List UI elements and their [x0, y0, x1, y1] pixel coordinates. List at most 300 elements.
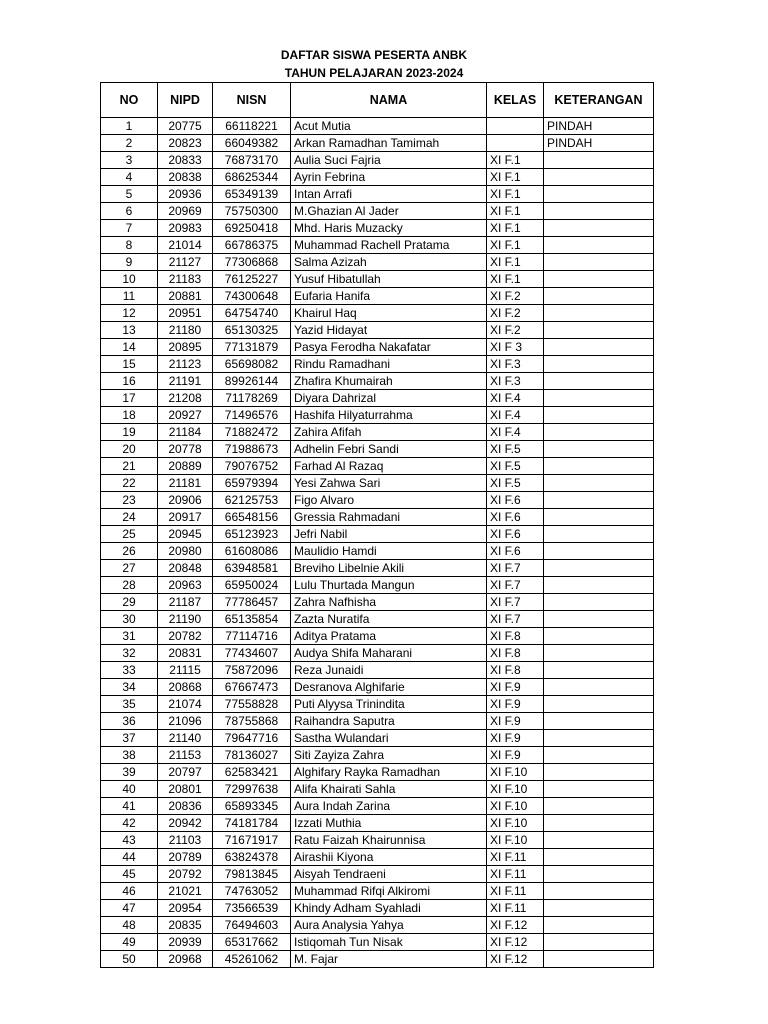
cell-no: 17 [101, 390, 158, 407]
cell-kelas: XI F.1 [487, 186, 544, 203]
table-row [101, 288, 654, 305]
cell-nipd: 20789 [158, 849, 213, 866]
cell-keterangan [544, 475, 654, 492]
cell-nipd: 20968 [158, 951, 213, 968]
cell-nipd: 21183 [158, 271, 213, 288]
cell-kelas: XI F.3 [487, 373, 544, 390]
cell-nama: Ayrin Febrina [291, 169, 487, 186]
cell-nama: Aditya Pratama [291, 628, 487, 645]
cell-nama: Zahira Afifah [291, 424, 487, 441]
cell-no: 14 [101, 339, 158, 356]
cell-nipd: 20823 [158, 135, 213, 152]
cell-no: 23 [101, 492, 158, 509]
cell-keterangan [544, 441, 654, 458]
cell-keterangan [544, 917, 654, 934]
cell-nipd: 21127 [158, 254, 213, 271]
cell-nisn: 65349139 [213, 186, 291, 203]
cell-nama: Salma Azizah [291, 254, 487, 271]
cell-nama: Reza Junaidi [291, 662, 487, 679]
cell-kelas: XI F.4 [487, 407, 544, 424]
cell-no: 8 [101, 237, 158, 254]
table-row [101, 407, 654, 424]
cell-kelas: XI F.5 [487, 475, 544, 492]
cell-nisn: 71496576 [213, 407, 291, 424]
cell-nama: Siti Zayiza Zahra [291, 747, 487, 764]
cell-kelas: XI F.12 [487, 934, 544, 951]
student-table [100, 82, 654, 968]
table-row [101, 526, 654, 543]
cell-kelas: XI F.6 [487, 543, 544, 560]
cell-keterangan [544, 186, 654, 203]
cell-no: 48 [101, 917, 158, 934]
cell-keterangan [544, 509, 654, 526]
cell-nisn: 89926144 [213, 373, 291, 390]
table-row [101, 713, 654, 730]
cell-kelas: XI F.2 [487, 305, 544, 322]
cell-nipd: 20895 [158, 339, 213, 356]
cell-no: 43 [101, 832, 158, 849]
table-row [101, 305, 654, 322]
cell-nama: Yesi Zahwa Sari [291, 475, 487, 492]
cell-nisn: 76494603 [213, 917, 291, 934]
cell-kelas: XI F.9 [487, 730, 544, 747]
cell-nama: Khindy Adham Syahladi [291, 900, 487, 917]
cell-nipd: 21115 [158, 662, 213, 679]
cell-no: 38 [101, 747, 158, 764]
cell-nipd: 20963 [158, 577, 213, 594]
cell-nisn: 65123923 [213, 526, 291, 543]
table-row [101, 390, 654, 407]
table-row [101, 271, 654, 288]
cell-keterangan [544, 254, 654, 271]
table-row [101, 424, 654, 441]
cell-nama: Ratu Faizah Khairunnisa [291, 832, 487, 849]
cell-nipd: 20889 [158, 458, 213, 475]
cell-nama: Gressia Rahmadani [291, 509, 487, 526]
cell-nipd: 20939 [158, 934, 213, 951]
cell-nipd: 21181 [158, 475, 213, 492]
cell-kelas: XI F.7 [487, 594, 544, 611]
cell-keterangan [544, 169, 654, 186]
cell-nipd: 20778 [158, 441, 213, 458]
cell-nisn: 66548156 [213, 509, 291, 526]
cell-nisn: 76873170 [213, 152, 291, 169]
cell-nisn: 72997638 [213, 781, 291, 798]
table-row [101, 696, 654, 713]
cell-keterangan [544, 152, 654, 169]
cell-keterangan [544, 543, 654, 560]
cell-no: 24 [101, 509, 158, 526]
cell-nisn: 63948581 [213, 560, 291, 577]
cell-nama: Lulu Thurtada Mangun [291, 577, 487, 594]
cell-nisn: 69250418 [213, 220, 291, 237]
cell-nama: Rindu Ramadhani [291, 356, 487, 373]
cell-keterangan [544, 526, 654, 543]
cell-keterangan [544, 696, 654, 713]
cell-nisn: 75872096 [213, 662, 291, 679]
table-row [101, 169, 654, 186]
cell-no: 30 [101, 611, 158, 628]
cell-kelas: XI F.1 [487, 152, 544, 169]
cell-nisn: 65130325 [213, 322, 291, 339]
cell-kelas: XI F.1 [487, 271, 544, 288]
table-row [101, 883, 654, 900]
table-row [101, 186, 654, 203]
cell-kelas: XI F.5 [487, 458, 544, 475]
cell-nipd: 20983 [158, 220, 213, 237]
table-row [101, 322, 654, 339]
cell-kelas: XI F.6 [487, 492, 544, 509]
cell-no: 1 [101, 118, 158, 135]
cell-keterangan [544, 832, 654, 849]
cell-nipd: 20835 [158, 917, 213, 934]
cell-no: 5 [101, 186, 158, 203]
cell-nipd: 21123 [158, 356, 213, 373]
cell-nama: Farhad Al Razaq [291, 458, 487, 475]
table-row [101, 611, 654, 628]
cell-kelas: XI F.5 [487, 441, 544, 458]
cell-nisn: 77306868 [213, 254, 291, 271]
table-row [101, 781, 654, 798]
table-row [101, 747, 654, 764]
cell-keterangan [544, 356, 654, 373]
cell-keterangan [544, 407, 654, 424]
cell-kelas: XI F.8 [487, 662, 544, 679]
cell-keterangan [544, 645, 654, 662]
cell-no: 33 [101, 662, 158, 679]
cell-keterangan [544, 747, 654, 764]
cell-nisn: 65317662 [213, 934, 291, 951]
cell-nama: Raihandra Saputra [291, 713, 487, 730]
cell-nama: Alghifary Rayka Ramadhan [291, 764, 487, 781]
cell-keterangan [544, 458, 654, 475]
cell-no: 44 [101, 849, 158, 866]
cell-no: 7 [101, 220, 158, 237]
cell-nipd: 20881 [158, 288, 213, 305]
cell-nisn: 71988673 [213, 441, 291, 458]
cell-nama: Intan Arrafi [291, 186, 487, 203]
cell-nipd: 21153 [158, 747, 213, 764]
cell-keterangan [544, 288, 654, 305]
table-row [101, 373, 654, 390]
cell-nipd: 21096 [158, 713, 213, 730]
cell-nipd: 20906 [158, 492, 213, 509]
cell-nama: Pasya Ferodha Nakafatar [291, 339, 487, 356]
cell-keterangan [544, 424, 654, 441]
cell-nisn: 77131879 [213, 339, 291, 356]
cell-nipd: 20945 [158, 526, 213, 543]
cell-nipd: 21190 [158, 611, 213, 628]
cell-keterangan [544, 203, 654, 220]
cell-no: 12 [101, 305, 158, 322]
cell-keterangan [544, 237, 654, 254]
cell-nama: Acut Mutia [291, 118, 487, 135]
cell-keterangan [544, 220, 654, 237]
header-nama: NAMA [291, 83, 487, 118]
cell-kelas: XI F.6 [487, 509, 544, 526]
table-row [101, 152, 654, 169]
table-row [101, 849, 654, 866]
cell-keterangan [544, 764, 654, 781]
table-row [101, 203, 654, 220]
table-row [101, 645, 654, 662]
table-row [101, 866, 654, 883]
cell-nipd: 20917 [158, 509, 213, 526]
cell-no: 4 [101, 169, 158, 186]
cell-no: 32 [101, 645, 158, 662]
cell-nama: Aisyah Tendraeni [291, 866, 487, 883]
cell-keterangan [544, 373, 654, 390]
cell-nisn: 79076752 [213, 458, 291, 475]
table-row [101, 560, 654, 577]
cell-kelas: XI F.1 [487, 203, 544, 220]
cell-no: 27 [101, 560, 158, 577]
header-keterangan: KETERANGAN [544, 83, 654, 118]
cell-no: 19 [101, 424, 158, 441]
cell-no: 18 [101, 407, 158, 424]
cell-keterangan [544, 322, 654, 339]
cell-no: 34 [101, 679, 158, 696]
cell-keterangan [544, 730, 654, 747]
table-row [101, 475, 654, 492]
cell-nama: Puti Alyysa Trinindita [291, 696, 487, 713]
cell-keterangan [544, 271, 654, 288]
cell-nisn: 71671917 [213, 832, 291, 849]
cell-nipd: 20838 [158, 169, 213, 186]
cell-nama: Audya Shifa Maharani [291, 645, 487, 662]
cell-nisn: 71882472 [213, 424, 291, 441]
cell-kelas: XI F.8 [487, 628, 544, 645]
cell-kelas: XI F.6 [487, 526, 544, 543]
cell-kelas: XI F.10 [487, 764, 544, 781]
cell-no: 10 [101, 271, 158, 288]
cell-no: 42 [101, 815, 158, 832]
cell-nama: Maulidio Hamdi [291, 543, 487, 560]
cell-keterangan [544, 662, 654, 679]
cell-nipd: 20792 [158, 866, 213, 883]
cell-nisn: 74181784 [213, 815, 291, 832]
cell-kelas: XI F.1 [487, 169, 544, 186]
cell-nisn: 74763052 [213, 883, 291, 900]
cell-nama: Mhd. Haris Muzacky [291, 220, 487, 237]
cell-nipd: 21208 [158, 390, 213, 407]
cell-nisn: 66049382 [213, 135, 291, 152]
cell-nisn: 62125753 [213, 492, 291, 509]
header-no: NO [101, 83, 158, 118]
cell-no: 47 [101, 900, 158, 917]
cell-nisn: 77114716 [213, 628, 291, 645]
cell-nipd: 21140 [158, 730, 213, 747]
table-row [101, 900, 654, 917]
cell-keterangan [544, 560, 654, 577]
cell-no: 25 [101, 526, 158, 543]
cell-nisn: 73566539 [213, 900, 291, 917]
cell-nama: Zahra Nafhisha [291, 594, 487, 611]
cell-kelas: XI F.10 [487, 815, 544, 832]
cell-nisn: 65893345 [213, 798, 291, 815]
cell-kelas [487, 118, 544, 135]
cell-nipd: 20927 [158, 407, 213, 424]
cell-nisn: 78136027 [213, 747, 291, 764]
cell-keterangan [544, 781, 654, 798]
cell-nipd: 21074 [158, 696, 213, 713]
cell-nama: Zazta Nuratifa [291, 611, 487, 628]
cell-kelas: XI F.1 [487, 254, 544, 271]
cell-nama: Jefri Nabil [291, 526, 487, 543]
cell-nama: Sastha Wulandari [291, 730, 487, 747]
cell-nama: Hashifa Hilyaturrahma [291, 407, 487, 424]
cell-keterangan [544, 390, 654, 407]
cell-keterangan [544, 713, 654, 730]
cell-nama: Zhafira Khumairah [291, 373, 487, 390]
cell-nipd: 20868 [158, 679, 213, 696]
table-row [101, 917, 654, 934]
cell-keterangan [544, 594, 654, 611]
cell-nama: Figo Alvaro [291, 492, 487, 509]
table-row [101, 458, 654, 475]
cell-kelas: XI F.9 [487, 747, 544, 764]
cell-nipd: 21014 [158, 237, 213, 254]
cell-nipd: 21187 [158, 594, 213, 611]
cell-no: 35 [101, 696, 158, 713]
cell-nipd: 21021 [158, 883, 213, 900]
cell-no: 9 [101, 254, 158, 271]
cell-nama: Alifa Khairati Sahla [291, 781, 487, 798]
cell-nama: Yusuf Hibatullah [291, 271, 487, 288]
cell-keterangan [544, 798, 654, 815]
cell-keterangan [544, 900, 654, 917]
cell-kelas: XI F.11 [487, 849, 544, 866]
cell-nisn: 65698082 [213, 356, 291, 373]
cell-nama: Istiqomah Tun Nisak [291, 934, 487, 951]
cell-kelas: XI F.9 [487, 696, 544, 713]
cell-nama: M.Ghazian Al Jader [291, 203, 487, 220]
cell-nipd: 20954 [158, 900, 213, 917]
cell-kelas: XI F.9 [487, 713, 544, 730]
cell-keterangan [544, 849, 654, 866]
cell-nipd: 20782 [158, 628, 213, 645]
header-kelas: KELAS [487, 83, 544, 118]
cell-keterangan [544, 492, 654, 509]
table-row [101, 798, 654, 815]
cell-nama: Adhelin Febri Sandi [291, 441, 487, 458]
header-nisn: NISN [213, 83, 291, 118]
table-row [101, 577, 654, 594]
cell-no: 49 [101, 934, 158, 951]
cell-no: 2 [101, 135, 158, 152]
cell-nisn: 67667473 [213, 679, 291, 696]
table-row [101, 934, 654, 951]
cell-nipd: 20942 [158, 815, 213, 832]
table-header-row [101, 83, 654, 118]
cell-no: 39 [101, 764, 158, 781]
cell-nisn: 63824378 [213, 849, 291, 866]
cell-no: 29 [101, 594, 158, 611]
cell-kelas: XI F.11 [487, 866, 544, 883]
cell-keterangan: PINDAH [544, 135, 654, 152]
table-row [101, 339, 654, 356]
cell-no: 37 [101, 730, 158, 747]
cell-no: 13 [101, 322, 158, 339]
cell-nisn: 61608086 [213, 543, 291, 560]
cell-kelas: XI F.11 [487, 883, 544, 900]
cell-nisn: 66786375 [213, 237, 291, 254]
cell-no: 22 [101, 475, 158, 492]
cell-kelas: XI F.7 [487, 560, 544, 577]
cell-nama: Yazid Hidayat [291, 322, 487, 339]
cell-nipd: 20775 [158, 118, 213, 135]
cell-no: 26 [101, 543, 158, 560]
cell-nisn: 75750300 [213, 203, 291, 220]
cell-nipd: 20801 [158, 781, 213, 798]
cell-no: 21 [101, 458, 158, 475]
cell-no: 28 [101, 577, 158, 594]
cell-nama: M. Fajar [291, 951, 487, 968]
cell-nama: Eufaria Hanifa [291, 288, 487, 305]
cell-nisn: 65135854 [213, 611, 291, 628]
table-row [101, 509, 654, 526]
table-row [101, 662, 654, 679]
cell-nipd: 21191 [158, 373, 213, 390]
cell-nipd: 20831 [158, 645, 213, 662]
cell-nisn: 77434607 [213, 645, 291, 662]
table-row [101, 543, 654, 560]
table-row [101, 220, 654, 237]
document-subtitle: TAHUN PELAJARAN 2023-2024 [284, 66, 464, 80]
cell-kelas: XI F.7 [487, 577, 544, 594]
cell-nipd: 20969 [158, 203, 213, 220]
cell-nisn: 76125227 [213, 271, 291, 288]
table-row [101, 951, 654, 968]
cell-kelas: XI F.10 [487, 798, 544, 815]
cell-nama: Airashii Kiyona [291, 849, 487, 866]
table-row [101, 441, 654, 458]
cell-nisn: 74300648 [213, 288, 291, 305]
cell-keterangan [544, 934, 654, 951]
cell-kelas [487, 135, 544, 152]
cell-kelas: XI F.3 [487, 356, 544, 373]
cell-nipd: 20951 [158, 305, 213, 322]
cell-nisn: 77558828 [213, 696, 291, 713]
table-row [101, 492, 654, 509]
cell-nipd: 21103 [158, 832, 213, 849]
cell-kelas: XI F.12 [487, 951, 544, 968]
cell-nisn: 64754740 [213, 305, 291, 322]
cell-nisn: 68625344 [213, 169, 291, 186]
cell-no: 46 [101, 883, 158, 900]
table-row [101, 594, 654, 611]
cell-keterangan [544, 679, 654, 696]
table-row [101, 832, 654, 849]
cell-keterangan [544, 951, 654, 968]
cell-nisn: 62583421 [213, 764, 291, 781]
cell-keterangan [544, 611, 654, 628]
cell-no: 41 [101, 798, 158, 815]
cell-nama: Khairul Haq [291, 305, 487, 322]
cell-keterangan [544, 577, 654, 594]
table-row [101, 356, 654, 373]
cell-kelas: XI F.8 [487, 645, 544, 662]
cell-nipd: 21180 [158, 322, 213, 339]
cell-nama: Breviho Libelnie Akili [291, 560, 487, 577]
document-title: DAFTAR SISWA PESERTA ANBK [280, 48, 468, 62]
cell-no: 3 [101, 152, 158, 169]
cell-kelas: XI F.4 [487, 390, 544, 407]
cell-no: 50 [101, 951, 158, 968]
cell-kelas: XI F.1 [487, 220, 544, 237]
cell-no: 15 [101, 356, 158, 373]
cell-kelas: XI F.4 [487, 424, 544, 441]
